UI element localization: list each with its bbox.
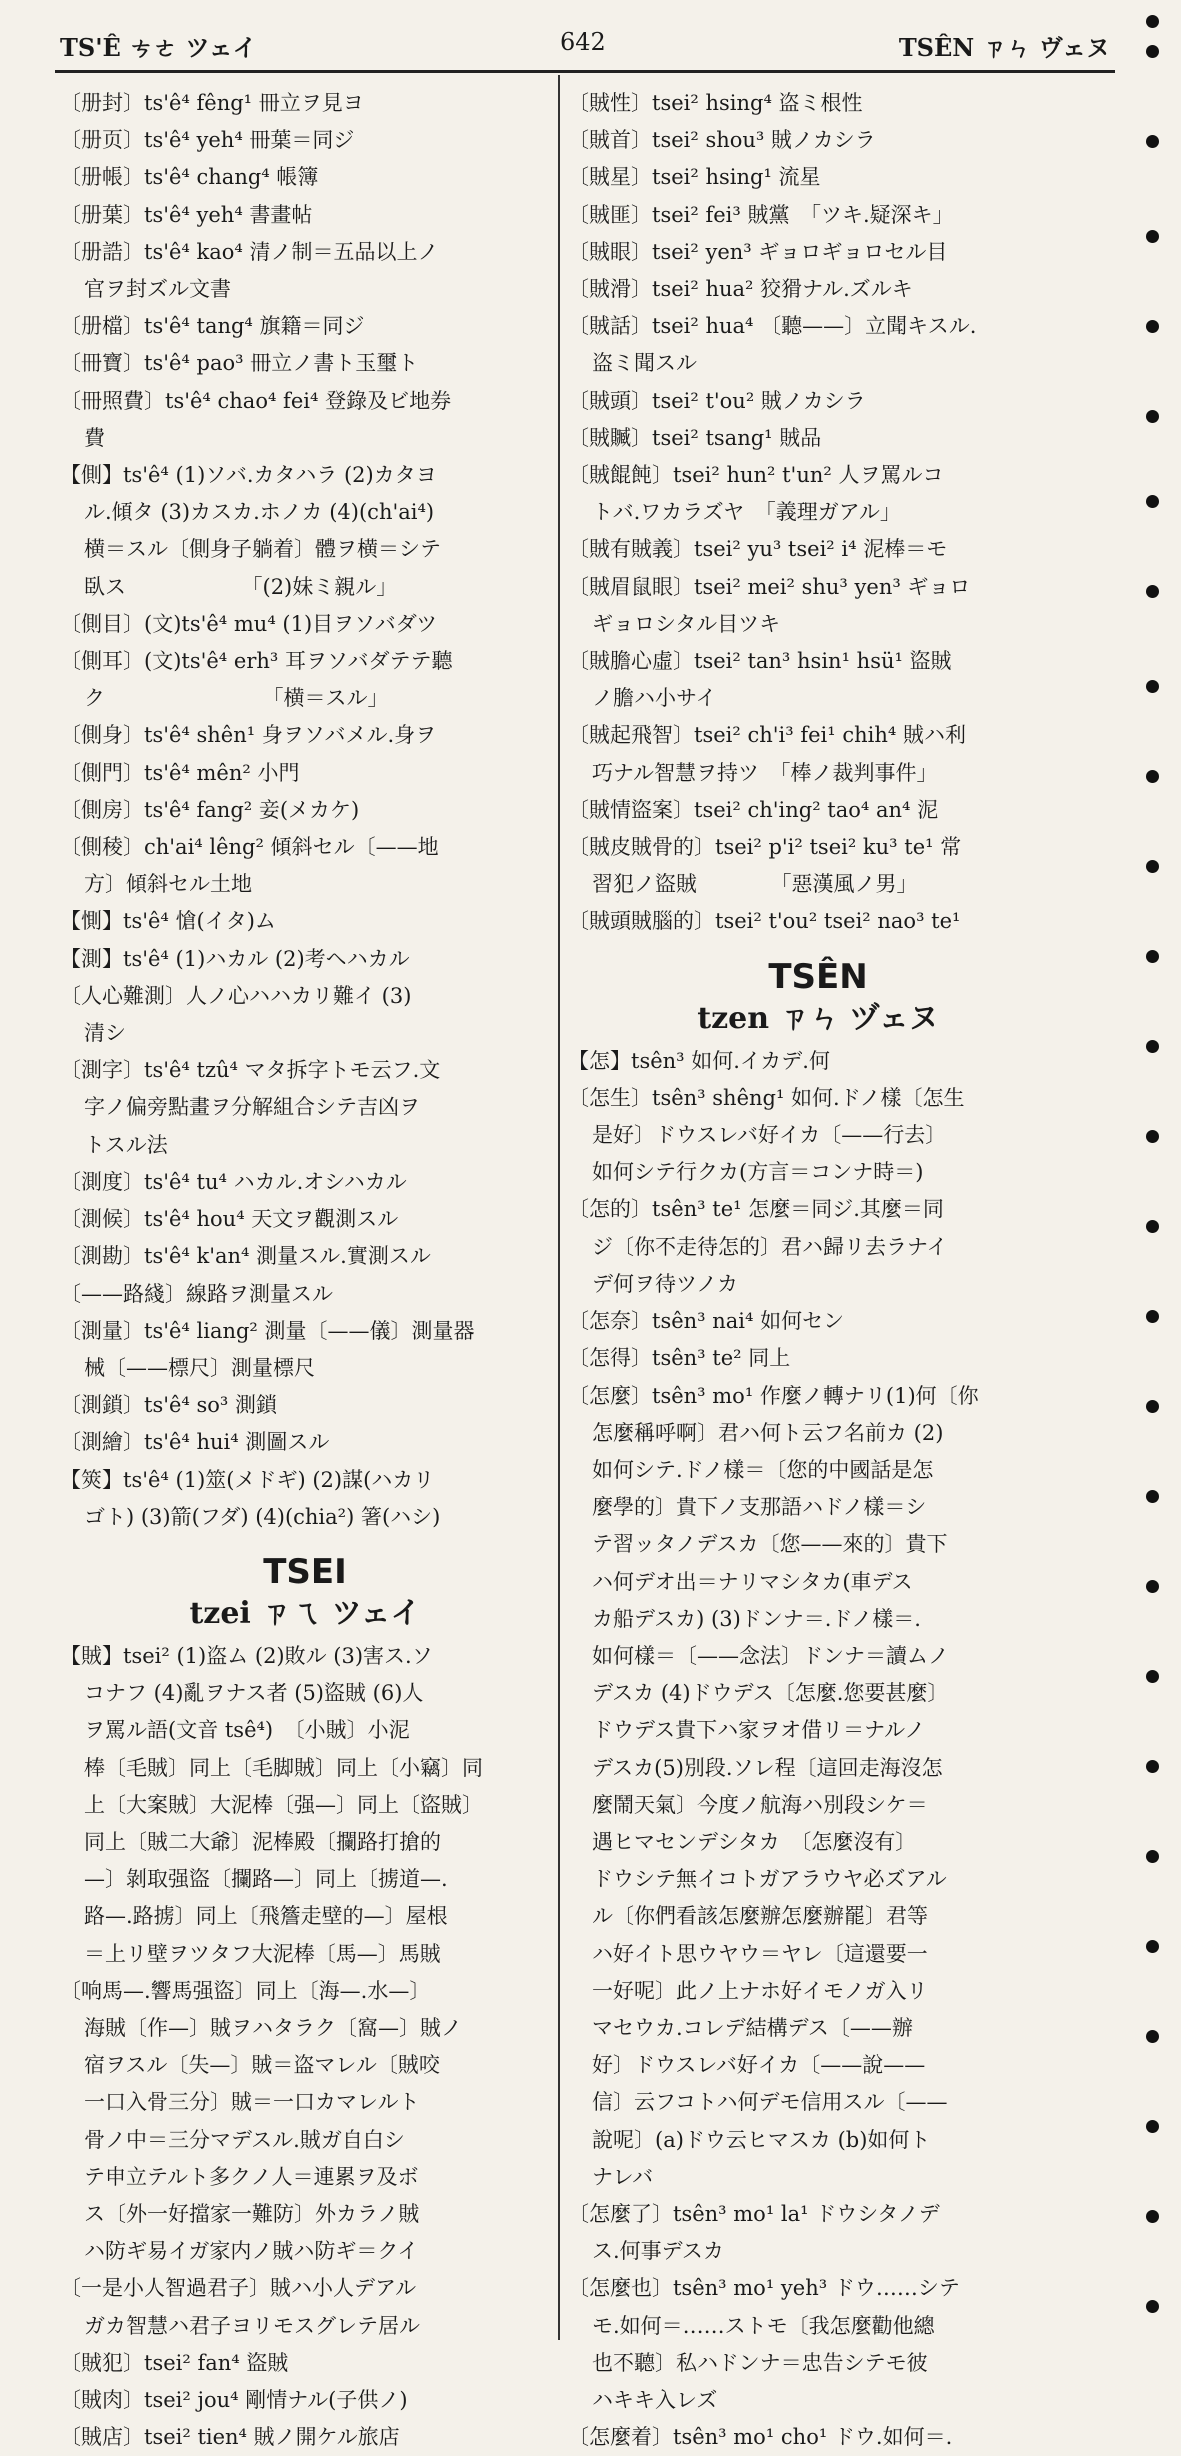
entry-line: 〔賊性〕tsei² hsing⁴ 盗ミ根性 xyxy=(568,91,863,115)
margin-dot xyxy=(1146,410,1159,423)
margin-dot xyxy=(1146,1850,1159,1863)
entry-line: ドウシテ無イコトガアラウヤ必ズアル xyxy=(592,1867,947,1892)
entry-line: トバ.ワカラズヤ 「義理ガアル」 xyxy=(592,500,901,525)
entry-line: 〔賊話〕tsei² hua⁴ 〔聽——〕立聞キスル. xyxy=(568,314,977,339)
entry-line: 〔怎生〕tsên³ shêng¹ 如何.ドノ樣〔怎生 xyxy=(568,1085,965,1110)
margin-dot xyxy=(1146,1490,1159,1503)
entry-line: 路—.路掳〕同上〔飛簷走壁的—〕屋根 xyxy=(84,1904,448,1929)
margin-dot xyxy=(1146,1670,1159,1683)
entry-line: ドウデス貴下ハ家ヲオ借リ＝ナルノ xyxy=(592,1718,926,1743)
entry-line: 棒〔毛賊〕同上〔毛脚賊〕同上〔小竊〕同 xyxy=(84,1755,483,1780)
entry-line: 〔怎麼了〕tsên³ mo¹ la¹ ドウシタノデ xyxy=(568,2201,940,2226)
entry-line: 〔冊寶〕ts'ê⁴ pao³ 冊立ノ書ト玉璽ト xyxy=(60,351,419,376)
section-heading-tsei: TSEI xyxy=(263,1551,347,1592)
entry-line: 臥ス 「(2)妹ミ親ル」 xyxy=(84,574,398,599)
entry-line: 費 xyxy=(84,425,105,450)
entry-line: ス〔外一好擋家一難防〕外カラノ賊 xyxy=(84,2201,420,2226)
entry-line: 宿ヲスル〔失—〕賊＝盗マレル〔賊咬 xyxy=(84,2053,440,2078)
entry-line: 遇ヒマセンデシタカ 〔怎麼沒有〕 xyxy=(592,1829,917,1854)
entry-line: 【測】ts'ê⁴ (1)ハカル (2)考ヘハカル xyxy=(60,946,410,971)
entry-line: ハ好イト思ウヤウ＝ヤレ〔這還要一 xyxy=(592,1941,928,1966)
right-column xyxy=(568,85,1068,2456)
left-entries-before xyxy=(60,85,550,1536)
entry-line: ル〔你們看該怎麼辦怎麼辦罷〕君等 xyxy=(592,1904,928,1929)
entry-line: ハ何デオ出＝ナリマシタカ(車デス xyxy=(592,1569,913,1594)
entry-line: ノ膽ハ小サイ xyxy=(592,686,717,711)
entry-line: 〔册檔〕ts'ê⁴ tang⁴ 旗籍＝同ジ xyxy=(60,314,365,339)
entry-line: 〔怎奈〕tsên³ nai⁴ 如何セン xyxy=(568,1309,845,1334)
margin-dot xyxy=(1146,1400,1159,1413)
margin-dot xyxy=(1146,2120,1159,2133)
header-right: TSÊN ㄗㄣ ヴェヌ xyxy=(898,33,1110,62)
entry-line: ガカ智慧ハ君子ヨリモスグレテ居ル xyxy=(84,2313,420,2338)
entry-line: 怎麼稱呼啊〕君ハ何ト云フ名前カ (2) xyxy=(592,1420,944,1445)
page-header xyxy=(60,28,1110,68)
entry-line: 〔怎麼着〕tsên³ mo¹ cho¹ ドウ.如何＝. xyxy=(568,2425,953,2450)
entry-line: ナレバ xyxy=(592,2164,654,2189)
margin-dot xyxy=(1146,2300,1159,2313)
entry-line: テ習ッタノデスカ〔您——來的〕貴下 xyxy=(592,1532,948,1557)
margin-dot xyxy=(1146,1760,1159,1773)
entry-line: ハ防ギ易イガ家内ノ賊ハ防ギ＝クイ xyxy=(84,2239,419,2264)
entry-line: 〔賊星〕tsei² hsing¹ 流星 xyxy=(568,165,821,190)
entry-line: 〔賊有賊義〕tsei² yu³ tsei² i⁴ 泥棒＝モ xyxy=(568,537,948,562)
entry-line: 麼學的〕貴下ノ支那語ハドノ樣＝シ xyxy=(592,1495,927,1520)
entry-line: 〔側稜〕ch'ai⁴ lêng² 傾斜セル〔——地 xyxy=(60,835,439,860)
margin-dot xyxy=(1146,680,1159,693)
entry-line: 〔賊店〕tsei² tien⁴ 賊ノ開ケル旅店 xyxy=(60,2425,400,2450)
entry-line: 〔賊頭賊腦的〕tsei² t'ou² tsei² nao³ te¹ xyxy=(568,909,961,934)
entry-line: 〔——路綫〕線路ヲ測量スル xyxy=(60,1281,333,1306)
header-rule xyxy=(55,70,1115,73)
entry-line: 如何シテ.ドノ樣＝〔您的中國話是怎 xyxy=(592,1457,934,1482)
entry-line: 〔測勘〕ts'ê⁴ k'an⁴ 測量スル.實測スル xyxy=(60,1244,431,1269)
entry-line: テ申立テルト多クノ人＝連累ヲ及ボ xyxy=(84,2164,419,2189)
entry-line: マセウカ.コレデ結構デス〔——辦 xyxy=(592,2015,913,2040)
margin-dot xyxy=(1146,585,1159,598)
margin-dot xyxy=(1146,135,1159,148)
margin-dot xyxy=(1146,860,1159,873)
entry-line: 〔測度〕ts'ê⁴ tu⁴ ハカル.オシハカル xyxy=(60,1169,407,1194)
right-entries-after xyxy=(568,1043,1068,2456)
entry-line: デスカ (4)ドウデス〔怎麼.您要甚麼〕 xyxy=(592,1681,949,1706)
margin-dot xyxy=(1146,495,1159,508)
entry-line: 〔冊照費〕ts'ê⁴ chao⁴ fei⁴ 登錄及ビ地券 xyxy=(60,388,452,413)
entry-line: ル.傾タ (3)カスカ.ホノカ (4)(ch'ai⁴) xyxy=(84,500,435,525)
margin-dot xyxy=(1146,230,1159,243)
entry-line: 〔賊皮賊骨的〕tsei² p'i² tsei² ku³ te¹ 常 xyxy=(568,835,962,860)
entry-line: 〔賊犯〕tsei² fan⁴ 盜賊 xyxy=(60,2350,289,2375)
entry-line: 〔册封〕ts'ê⁴ fêng¹ 冊立ヲ見ヨ xyxy=(60,91,364,115)
entry-line: 〔側目〕(文)ts'ê⁴ mu⁴ (1)目ヲソバダツ xyxy=(60,611,438,636)
entry-line: 〔怎得〕tsên³ te² 同上 xyxy=(568,1346,791,1371)
entry-line: 【賊】tsei² (1)盗ム (2)敗ル (3)害ス.ソ xyxy=(60,1643,433,1668)
entry-line: モ.如何＝……ストモ〔我怎麼勸他總 xyxy=(592,2313,935,2338)
entry-line: デスカ(5)別段.ソレ程〔這回走海沒怎 xyxy=(592,1755,943,1780)
entry-line: 是好〕ドウスレバ好イカ〔——行去〕 xyxy=(592,1123,947,1148)
entry-line: —〕剝取强盜〔攔路—〕同上〔掳道—. xyxy=(84,1867,448,1892)
entry-line: 〔側房〕ts'ê⁴ fang² 妾(メカケ) xyxy=(60,797,360,822)
margin-dot xyxy=(1146,1040,1159,1053)
section-heading-tsen: TSÊN xyxy=(768,956,868,997)
entry-line: 〔册葉〕ts'ê⁴ yeh⁴ 書畫帖 xyxy=(60,202,313,227)
entry-line: 盗ミ聞スル xyxy=(592,351,697,376)
margin-dot xyxy=(1146,2030,1159,2043)
entry-line: 一好呢〕此ノ上ナホ好イモノガ入リ xyxy=(592,1978,928,2003)
entry-line: 說呢〕(a)ドウ云ヒマスカ (b)如何ト xyxy=(592,2127,931,2152)
entry-line: 〔册页〕ts'ê⁴ yeh⁴ 冊葉＝同ジ xyxy=(60,128,355,153)
margin-marks xyxy=(1143,0,1163,2409)
section-sub-tzen: tzen ㄗㄣ ヅェヌ xyxy=(697,1000,939,1036)
entry-line: デ何ヲ待ツノカ xyxy=(592,1271,738,1296)
entry-line: 〔賊首〕tsei² shou³ 賊ノカシラ xyxy=(568,128,876,153)
entry-line: 械〔——標尺〕測量標尺 xyxy=(84,1355,315,1380)
entry-line: 〔側門〕ts'ê⁴ mên² 小門 xyxy=(60,760,300,785)
entry-line: 〔賊眉鼠眼〕tsei² mei² shu³ yen³ ギョロ xyxy=(568,574,971,599)
entry-line: 〔側身〕ts'ê⁴ shên¹ 身ヲソバメル.身ヲ xyxy=(60,723,437,748)
entry-line: 【惻】ts'ê⁴ 愴(イタ)ム xyxy=(60,909,276,934)
entry-line: ゴト) (3)箭(フダ) (4)(chia²) 箸(ハシ) xyxy=(84,1504,441,1529)
entry-line: 【怎】tsên³ 如何.イカデ.何 xyxy=(568,1048,830,1073)
entry-line: 【側】ts'ê⁴ (1)ソバ.カタハラ (2)カタヨ xyxy=(60,463,437,488)
entry-line: 〔一是小人智過君子〕賊ハ小人デアル xyxy=(60,2276,417,2301)
margin-dot xyxy=(1146,2210,1159,2223)
entry-line: 〔測繪〕ts'ê⁴ hui⁴ 測圖スル xyxy=(60,1430,330,1455)
entry-line: 〔賊眼〕tsei² yen³ ギョロギョロセル目 xyxy=(568,239,948,264)
page-number: 642 xyxy=(560,28,606,56)
entry-line: 横＝スル〔側身子躺着〕體ヲ横＝シテ xyxy=(84,537,441,562)
entry-line: 同上〔賊二大爺〕泥棒殿〔攔路打搶的 xyxy=(84,1829,441,1854)
entry-line: 一口入骨三分〕賊＝一口カマレルト xyxy=(84,2090,420,2115)
margin-dot xyxy=(1146,1220,1159,1233)
entry-line: カ船デスカ) (3)ドンナ＝.ドノ樣＝. xyxy=(592,1606,921,1631)
margin-dot xyxy=(1146,770,1159,783)
entry-line: 〔測字〕ts'ê⁴ tzû⁴ マタ拆字トモ云フ.文 xyxy=(60,1058,441,1083)
entry-line: トスル法 xyxy=(84,1132,168,1157)
margin-dot xyxy=(1146,1130,1159,1143)
margin-dot xyxy=(1146,45,1159,58)
entry-line: 〔怎麼〕tsên³ mo¹ 作麼ノ轉ナリ(1)何〔你 xyxy=(568,1383,979,1408)
entry-line: 麼鬧天氣〕今度ノ航海ハ別段シケ＝ xyxy=(592,1792,928,1817)
entry-line: 〔怎的〕tsên³ te¹ 怎麼＝同ジ.其麼＝同 xyxy=(568,1197,944,1222)
entry-line: 清シ xyxy=(84,1021,126,1046)
margin-dot xyxy=(1146,1940,1159,1953)
entry-line: 如何樣＝〔——念法〕ドンナ＝讀ムノ xyxy=(592,1643,949,1668)
entry-line: ＝上リ壁ヲツタフ大泥棒〔馬—〕馬賊 xyxy=(84,1941,441,1966)
margin-dot xyxy=(1146,950,1159,963)
entry-line: 也不聽〕私ハドンナ＝忠告シテモ彼 xyxy=(592,2350,928,2375)
entry-line: 〔賊起飛智〕tsei² ch'i³ fei¹ chih⁴ 賊ハ利 xyxy=(568,723,966,748)
entry-line: 〔人心難測〕人ノ心ハハカリ難イ (3) xyxy=(60,983,412,1008)
entry-line: 上〔大案賊〕大泥棒〔强—〕同上〔盜賊〕 xyxy=(84,1792,483,1817)
entry-line: 〔怎麼也〕tsên³ mo¹ yeh³ ドウ……シテ xyxy=(568,2276,960,2301)
entry-line: 〔賊情盜案〕tsei² ch'ing² tao⁴ an⁴ 泥 xyxy=(568,797,939,822)
entry-line: ハキキ入レズ xyxy=(592,2387,718,2412)
entry-line: ク 「横＝スル」 xyxy=(84,686,389,711)
entry-line: 方〕傾斜セル土地 xyxy=(84,872,252,897)
entry-line: 〔賊膽心虛〕tsei² tan³ hsin¹ hsü¹ 盜賊 xyxy=(568,649,952,674)
entry-line: 〔册誥〕ts'ê⁴ kao⁴ 清ノ制＝五品以上ノ xyxy=(60,239,439,264)
entry-line: 〔賊贓〕tsei² tsang¹ 賊品 xyxy=(568,425,822,450)
entry-line: 好〕ドウスレバ好イカ〔——說—— xyxy=(592,2053,926,2078)
left-column xyxy=(60,85,550,2456)
entry-line: ヲ罵ル語(文音 tsê⁴) 〔小賊〕小泥 xyxy=(84,1718,410,1743)
entry-line: 〔响馬—.響馬强盜〕同上〔海—.水—〕 xyxy=(60,1978,431,2003)
margin-dot xyxy=(1146,1310,1159,1323)
entry-line: 〔册帳〕ts'ê⁴ chang⁴ 帳簿 xyxy=(60,165,319,190)
entry-line: 〔賊匪〕tsei² fei³ 賊黨 「ツキ.疑深キ」 xyxy=(568,202,954,227)
column-divider xyxy=(558,75,560,2340)
margin-dot xyxy=(1146,15,1159,28)
right-entries-before xyxy=(568,85,1068,941)
entry-line: 巧ナル智慧ヲ持ツ 「棒ノ裁判事件」 xyxy=(592,760,938,785)
entry-line: コナフ (4)亂ヲナス者 (5)盜賊 (6)人 xyxy=(84,1681,424,1706)
header-left: TS'Ê ㄘㄜ ツェイ xyxy=(60,33,257,62)
section-sub-tzei: tzei ㄗㄟ ツェイ xyxy=(189,1595,421,1631)
entry-line: 〔測候〕ts'ê⁴ hou⁴ 天文ヲ觀測スル xyxy=(60,1207,399,1232)
entry-line: 如何シテ行クカ(方言＝コンナ時＝) xyxy=(592,1160,924,1185)
margin-dot xyxy=(1146,1580,1159,1593)
entry-line: 〔測量〕ts'ê⁴ liang² 測量〔——儀〕測量器 xyxy=(60,1318,475,1343)
entry-line: 習犯ノ盜賊 「惡漢風ノ男」 xyxy=(592,872,918,897)
entry-line: 信〕云フコトハ何デモ信用スル〔—— xyxy=(592,2090,948,2115)
entry-line: 官ヲ封ズル文書 xyxy=(84,277,231,302)
entry-line: 〔側耳〕(文)ts'ê⁴ erh³ 耳ヲソバダテテ聽 xyxy=(60,649,453,674)
entry-line: 〔賊頭〕tsei² t'ou² 賊ノカシラ xyxy=(568,388,866,413)
entry-line: 〔賊滑〕tsei² hua² 狡猾ナル.ズルキ xyxy=(568,277,913,302)
entry-line: 【筴】ts'ê⁴ (1)筮(メドギ) (2)謀(ハカリ xyxy=(60,1467,435,1492)
entry-line: ス.何事デスカ xyxy=(592,2239,724,2264)
entry-line: 〔測鎖〕ts'ê⁴ so³ 測鎖 xyxy=(60,1393,278,1418)
entry-line: 海賊〔作—〕賊ヲハタラク〔窩—〕賊ノ xyxy=(84,2015,462,2040)
entry-line: ギョロシタル目ツキ xyxy=(592,611,781,636)
entry-line: 〔賊肉〕tsei² jou⁴ 剛情ナル(子供ノ) xyxy=(60,2387,408,2412)
entry-line: 字ノ偏旁點畫ヲ分解組合シテ吉凶ヲ xyxy=(84,1095,420,1120)
left-entries-after xyxy=(60,1638,550,2456)
margin-dot xyxy=(1146,320,1159,333)
entry-line: 〔賊餛飩〕tsei² hun² t'un² 人ヲ罵ルコ xyxy=(568,463,944,488)
entry-line: 骨ノ中＝三分マデスル.賊ガ自白シ xyxy=(84,2127,405,2152)
entry-line: ジ〔你不走待怎的〕君ハ歸リ去ラナイ xyxy=(592,1234,948,1259)
